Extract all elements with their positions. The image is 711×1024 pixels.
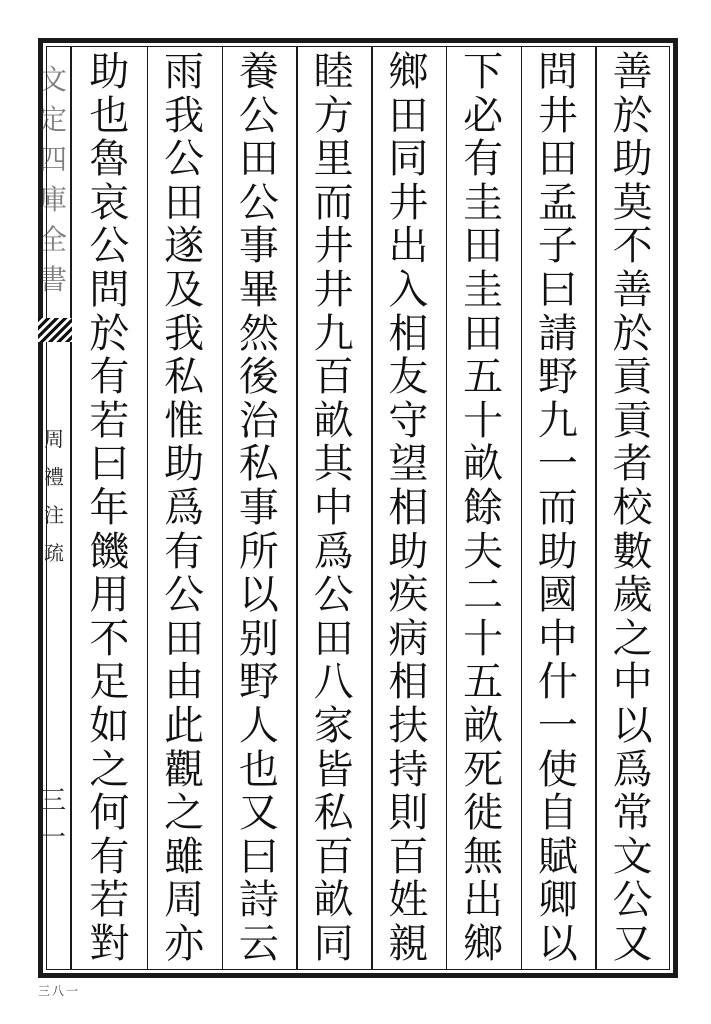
text-char: 無 — [463, 833, 504, 880]
text-char: 後 — [238, 354, 279, 401]
text-char: 也 — [238, 746, 279, 793]
text-char: 中 — [313, 484, 354, 531]
text-column — [521, 49, 596, 967]
text-char: 有 — [463, 136, 504, 183]
text-char: 井 — [313, 266, 354, 313]
text-char: 親 — [388, 920, 429, 967]
text-char: 畝 — [313, 877, 354, 924]
text-char: 九 — [537, 397, 578, 444]
text-char: 年 — [89, 484, 130, 531]
text-char: 公 — [89, 223, 130, 270]
text-char: 私 — [238, 441, 279, 488]
text-char: 養 — [238, 49, 279, 95]
text-char: 助 — [164, 441, 205, 488]
text-char: 圭 — [463, 266, 504, 313]
text-char: 病 — [388, 615, 429, 662]
text-column — [595, 49, 670, 967]
text-char: 於 — [612, 92, 653, 139]
text-char: 常 — [612, 790, 653, 837]
text-char: 者 — [612, 441, 653, 488]
margin-char: 庫 — [39, 183, 68, 216]
text-char: 以 — [612, 702, 653, 749]
text-char: 人 — [238, 702, 279, 749]
text-char: 姓 — [388, 877, 429, 924]
title-char: 周 — [44, 427, 64, 451]
text-char: 持 — [388, 746, 429, 793]
text-char: 自 — [537, 790, 578, 837]
text-char: 不 — [89, 615, 130, 662]
text-char: 公 — [238, 92, 279, 139]
text-char: 井 — [388, 179, 429, 226]
text-char: 畝 — [463, 441, 504, 488]
text-char: 問 — [89, 266, 130, 313]
text-char: 有 — [89, 833, 130, 880]
text-char: 文 — [612, 833, 653, 880]
text-char: 望 — [388, 441, 429, 488]
text-char: 鄉 — [388, 49, 429, 95]
text-char: 公 — [612, 877, 653, 924]
text-char: 一 — [537, 441, 578, 488]
text-char: 相 — [388, 484, 429, 531]
text-char: 周 — [164, 877, 205, 924]
text-char: 觀 — [164, 746, 205, 793]
text-char: 助 — [388, 528, 429, 575]
text-char: 而 — [313, 179, 354, 226]
text-char: 私 — [164, 354, 205, 401]
text-char: 使 — [537, 746, 578, 793]
text-char: 事 — [238, 484, 279, 531]
text-char: 孟 — [537, 179, 578, 226]
margin-char: 書 — [39, 263, 68, 296]
text-char: 而 — [537, 484, 578, 531]
text-char: 入 — [388, 266, 429, 313]
text-char: 亦 — [164, 920, 205, 967]
text-char: 夫 — [463, 528, 504, 575]
text-char: 畢 — [238, 266, 279, 313]
text-char: 方 — [313, 92, 354, 139]
text-column — [371, 49, 446, 967]
text-char: 助 — [612, 136, 653, 183]
text-char: 徙 — [463, 790, 504, 837]
text-char: 野 — [238, 659, 279, 706]
text-char: 賦 — [537, 833, 578, 880]
text-char: 之 — [612, 615, 653, 662]
title-char: 禮 — [44, 465, 64, 489]
text-char: 此 — [164, 702, 205, 749]
text-char: 及 — [164, 266, 205, 313]
text-char: 然 — [238, 310, 279, 357]
text-char: 出 — [463, 877, 504, 924]
text-column — [446, 49, 521, 967]
text-char: 里 — [313, 136, 354, 183]
text-char: 八 — [313, 659, 354, 706]
text-char: 由 — [164, 659, 205, 706]
text-char: 田 — [463, 223, 504, 270]
text-column — [72, 49, 147, 967]
text-char: 九 — [313, 310, 354, 357]
text-char: 必 — [463, 92, 504, 139]
text-char: 中 — [612, 659, 653, 706]
text-char: 公 — [313, 572, 354, 619]
text-char: 數 — [612, 528, 653, 575]
text-char: 别 — [238, 615, 279, 662]
text-char: 田 — [164, 615, 205, 662]
text-char: 又 — [238, 790, 279, 837]
text-char: 饑 — [89, 528, 130, 575]
text-char: 若 — [89, 397, 130, 444]
text-char: 用 — [89, 572, 130, 619]
text-char: 曰 — [238, 833, 279, 880]
text-char: 所 — [238, 528, 279, 575]
text-char: 何 — [89, 790, 130, 837]
text-char: 公 — [164, 136, 205, 183]
text-char: 同 — [313, 920, 354, 967]
text-char: 足 — [89, 659, 130, 706]
text-char: 田 — [388, 92, 429, 139]
text-char: 歲 — [612, 572, 653, 619]
text-char: 惟 — [164, 397, 205, 444]
text-char: 五 — [463, 659, 504, 706]
text-char: 善 — [612, 266, 653, 313]
title-char: 注 — [44, 503, 64, 527]
text-char: 田 — [313, 615, 354, 662]
text-column — [147, 49, 222, 967]
text-char: 於 — [612, 310, 653, 357]
text-char: 若 — [89, 877, 130, 924]
text-char: 畝 — [463, 702, 504, 749]
text-column — [296, 49, 371, 967]
text-char: 事 — [238, 223, 279, 270]
margin-char: 定 — [39, 103, 68, 136]
text-char: 爲 — [164, 484, 205, 531]
text-char: 之 — [164, 790, 205, 837]
text-char: 請 — [537, 310, 578, 357]
text-char: 校 — [612, 484, 653, 531]
margin-fishtail-mark — [38, 318, 72, 342]
text-char: 有 — [89, 354, 130, 401]
text-char: 卿 — [537, 877, 578, 924]
text-char: 鄉 — [463, 920, 504, 967]
text-char: 善 — [612, 49, 653, 95]
text-char: 國 — [537, 572, 578, 619]
text-char: 守 — [388, 397, 429, 444]
text-char: 百 — [388, 833, 429, 880]
text-char: 百 — [313, 354, 354, 401]
text-char: 則 — [388, 790, 429, 837]
text-char: 扶 — [388, 702, 429, 749]
text-char: 田 — [537, 136, 578, 183]
text-char: 下 — [463, 49, 504, 95]
text-char: 百 — [313, 833, 354, 880]
text-char: 其 — [313, 441, 354, 488]
margin-char: 全 — [39, 223, 68, 256]
text-char: 出 — [388, 223, 429, 270]
text-char: 雨 — [164, 49, 205, 95]
text-char: 遂 — [164, 223, 205, 270]
text-char: 子 — [537, 223, 578, 270]
text-char: 我 — [164, 92, 205, 139]
text-char: 雖 — [164, 833, 205, 880]
text-char: 圭 — [463, 179, 504, 226]
text-char: 助 — [537, 528, 578, 575]
text-char: 野 — [537, 354, 578, 401]
text-char: 曰 — [537, 266, 578, 313]
text-char: 莫 — [612, 179, 653, 226]
text-char: 有 — [164, 528, 205, 575]
text-char: 睦 — [313, 49, 354, 95]
text-char: 一 — [537, 702, 578, 749]
text-char: 田 — [164, 179, 205, 226]
text-char: 爲 — [313, 528, 354, 575]
text-char: 貢 — [612, 354, 653, 401]
text-char: 之 — [89, 746, 130, 793]
margin-header-text — [40, 60, 66, 310]
text-char: 井 — [313, 223, 354, 270]
text-char: 疾 — [388, 572, 429, 619]
text-char: 哀 — [89, 179, 130, 226]
bottom-mark: 三八一 — [38, 984, 81, 998]
text-char: 井 — [537, 92, 578, 139]
text-char: 詩 — [238, 877, 279, 924]
text-char: 死 — [463, 746, 504, 793]
text-char: 家 — [313, 702, 354, 749]
text-char: 中 — [537, 615, 578, 662]
text-char: 以 — [238, 572, 279, 619]
text-column — [222, 49, 297, 967]
margin-char: 四 — [39, 143, 68, 176]
book-title — [40, 420, 68, 572]
text-char: 問 — [537, 49, 578, 95]
text-char: 同 — [388, 136, 429, 183]
text-char: 畝 — [313, 397, 354, 444]
text-char: 以 — [537, 920, 578, 967]
text-char: 五 — [463, 354, 504, 401]
text-char: 魯 — [89, 136, 130, 183]
text-char: 對 — [89, 920, 130, 967]
text-char: 云 — [238, 920, 279, 967]
text-char: 二 — [463, 572, 504, 619]
text-char: 公 — [238, 179, 279, 226]
text-char: 於 — [89, 310, 130, 357]
text-char: 田 — [238, 136, 279, 183]
text-char: 又 — [612, 920, 653, 967]
text-char: 也 — [89, 92, 130, 139]
text-char: 曰 — [89, 441, 130, 488]
text-char: 友 — [388, 354, 429, 401]
page-number: 三一 — [39, 786, 66, 853]
text-char: 貢 — [612, 397, 653, 444]
text-char: 十 — [463, 615, 504, 662]
text-char: 什 — [537, 659, 578, 706]
text-char: 皆 — [313, 746, 354, 793]
text-char: 治 — [238, 397, 279, 444]
text-char: 我 — [164, 310, 205, 357]
text-char: 如 — [89, 702, 130, 749]
text-char: 相 — [388, 310, 429, 357]
text-char: 相 — [388, 659, 429, 706]
title-char: 疏 — [44, 541, 64, 565]
text-char: 田 — [463, 310, 504, 357]
text-char: 爲 — [612, 746, 653, 793]
margin-char: 文 — [39, 63, 68, 96]
text-char: 不 — [612, 223, 653, 270]
text-char: 餘 — [463, 484, 504, 531]
text-char: 助 — [89, 49, 130, 95]
text-char: 十 — [463, 397, 504, 444]
text-char: 私 — [313, 790, 354, 837]
text-char: 公 — [164, 572, 205, 619]
